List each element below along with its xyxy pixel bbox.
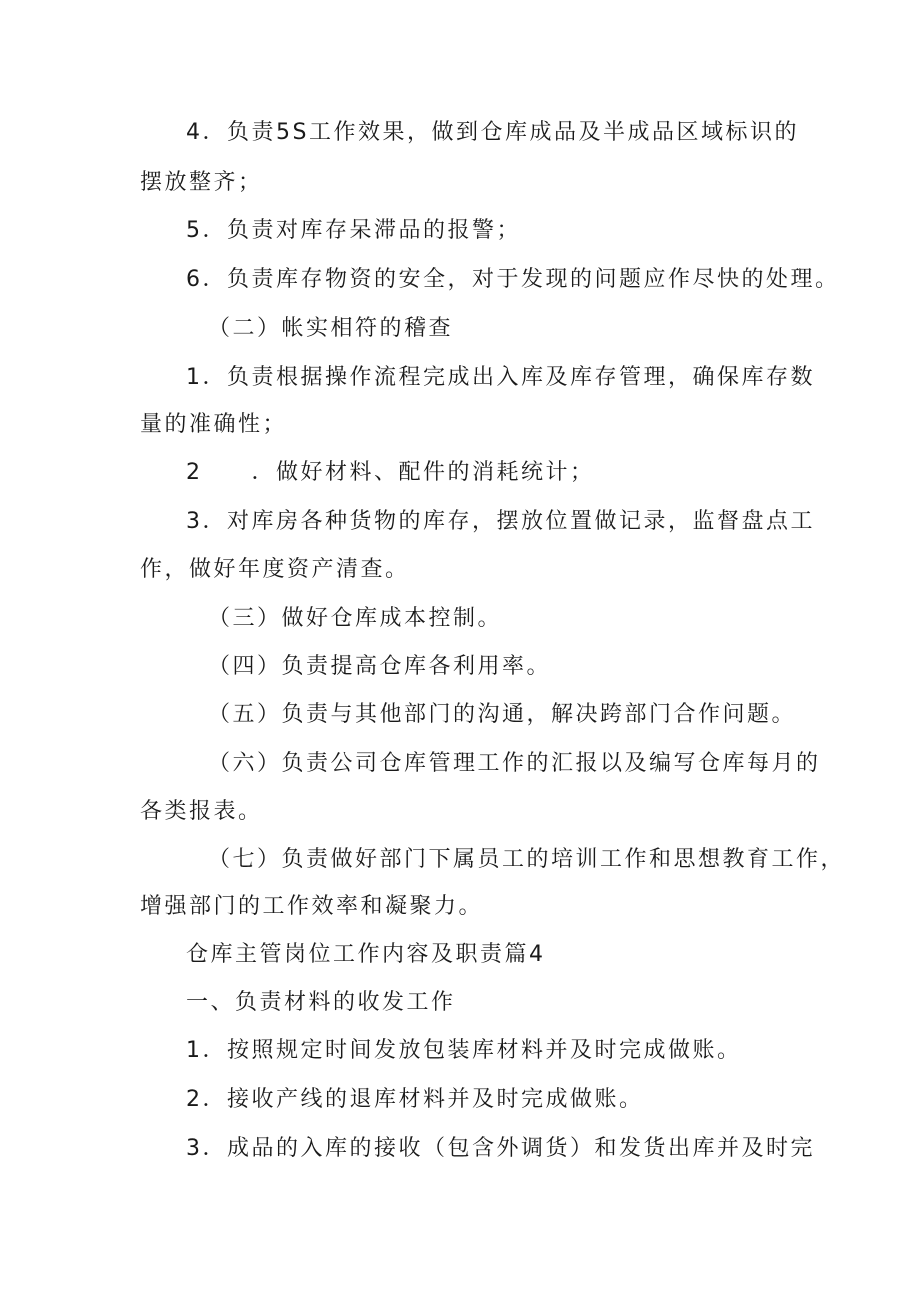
paragraph-line-9: 作，做好年度资产清查。 [140,557,410,582]
paragraph-line-12: 1．按照规定时间发放包装库材料并及时完成做账。 [186,1038,742,1063]
section-heading-4: （四）负责提高仓库各利用率。 [208,654,552,679]
paragraph-line-4: 6．负责库存物资的安全，对于发现的问题应作尽快的处理。 [186,267,840,292]
paragraph-line-11: 增强部门的工作效率和凝聚力。 [140,894,484,919]
paragraph-line-3: 5．负责对库存呆滞品的报警； [186,218,521,243]
paragraph-line-6: 量的准确性； [140,412,288,437]
section-heading-1: 一、负责材料的收发工作 [186,990,456,1015]
section-heading-6: （六）负责公司仓库管理工作的汇报以及编写仓库每月的 [208,751,821,776]
paragraph-line-13: 2．接收产线的退库材料并及时完成做账。 [186,1087,644,1112]
paragraph-line-8: 3．对库房各种货物的库存，摆放位置做记录，监督盘点工 [186,509,815,534]
section-heading-5: （五）负责与其他部门的沟通，解决跨部门合作问题。 [208,702,797,727]
section-heading-3: （三）做好仓库成本控制。 [208,606,503,631]
paragraph-line-14: 3．成品的入库的接收（包含外调货）和发货出库并及时完 [186,1136,815,1161]
paragraph-line-5: 1．负责根据操作流程完成出入库及库存管理，确保库存数 [186,365,815,390]
section-heading-2: （二）帐实相符的稽查 [208,316,454,341]
chapter-title: 仓库主管岗位工作内容及职责篇4 [186,942,546,967]
paragraph-line-2: 摆放整齐； [140,170,263,195]
paragraph-line-1: 4．负责5S工作效果，做到仓库成品及半成品区域标识的 [186,120,799,145]
section-heading-7: （七）负责做好部门下属员工的培训工作和思想教育工作， [208,847,846,872]
paragraph-line-10: 各类报表。 [140,799,263,824]
paragraph-line-7: 2 ．做好材料、配件的消耗统计； [186,460,595,485]
